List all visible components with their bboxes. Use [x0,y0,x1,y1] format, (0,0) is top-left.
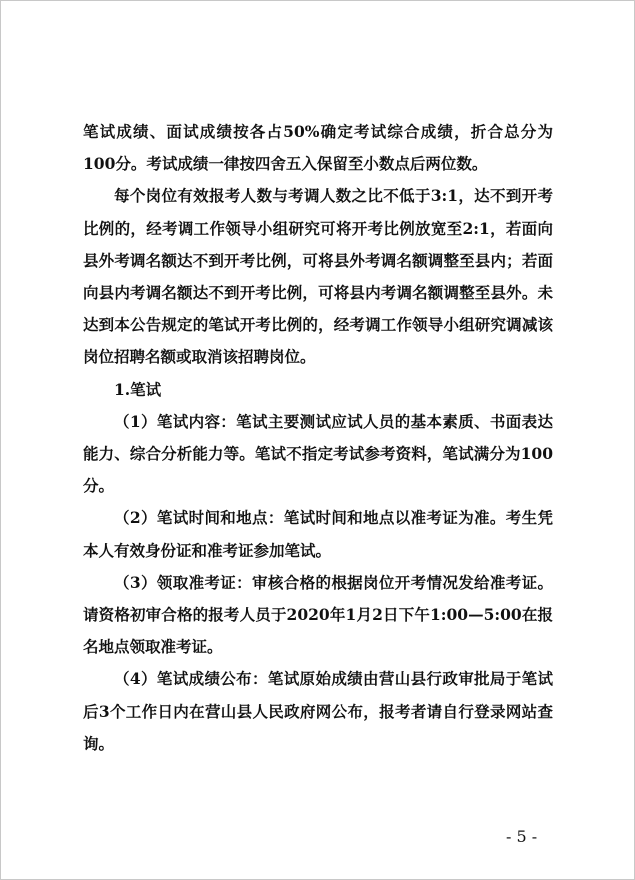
paragraph-exam-content: （1）笔试内容：笔试主要测试应试人员的基本素质、书面表达能力、综合分析能力等。笔试不指定考试参考资料，笔试满分为100分。 [83,411,553,496]
paragraph-exam-time-place: （2）笔试时间和地点：笔试时间和地点以准考证为准。考生凭本人有效身份证和准考证参加笔试。 [83,508,553,560]
paragraph-score-composition: 笔试成绩、面试成绩按各占50%确定考试综合成绩，折合总分为100分。考试成绩一律按四舍五入保留至小数点后两位数。 [83,122,553,174]
page-number: - 5 - [506,827,538,846]
document-body [83,116,553,760]
section-heading-written-exam: 1.笔试 [114,379,162,399]
paragraph-score-publication: （4）笔试成绩公布：笔试原始成绩由营山县行政审批局于笔试后3个工作日内在营山县人民政府网公布，报考者请自行登录网站查询。 [83,669,553,753]
paragraph-admission-ticket: （3）领取准考证：审核合格的根据岗位开考情况发给准考证。请资格初审合格的报考人员于2020年1月2日下午1:00—5:00在报名地点领取准考证。 [83,572,553,657]
paragraph-exam-ratio: 每个岗位有效报考人数与考调人数之比不低于3:1，达不到开考比例的，经考调工作领导小组研究可将开考比例放宽至2:1，若面向县外考调名额达不到开考比例，可将县外考调名额调整至县内；若面向县内考调名额达不到开考比例，可将县内考调名额调整至县外。未达到本公告规定的笔试开考比例的，经考调工作领导小组研究调减该岗位招聘名额或取消该招聘岗位。 [83,186,553,367]
